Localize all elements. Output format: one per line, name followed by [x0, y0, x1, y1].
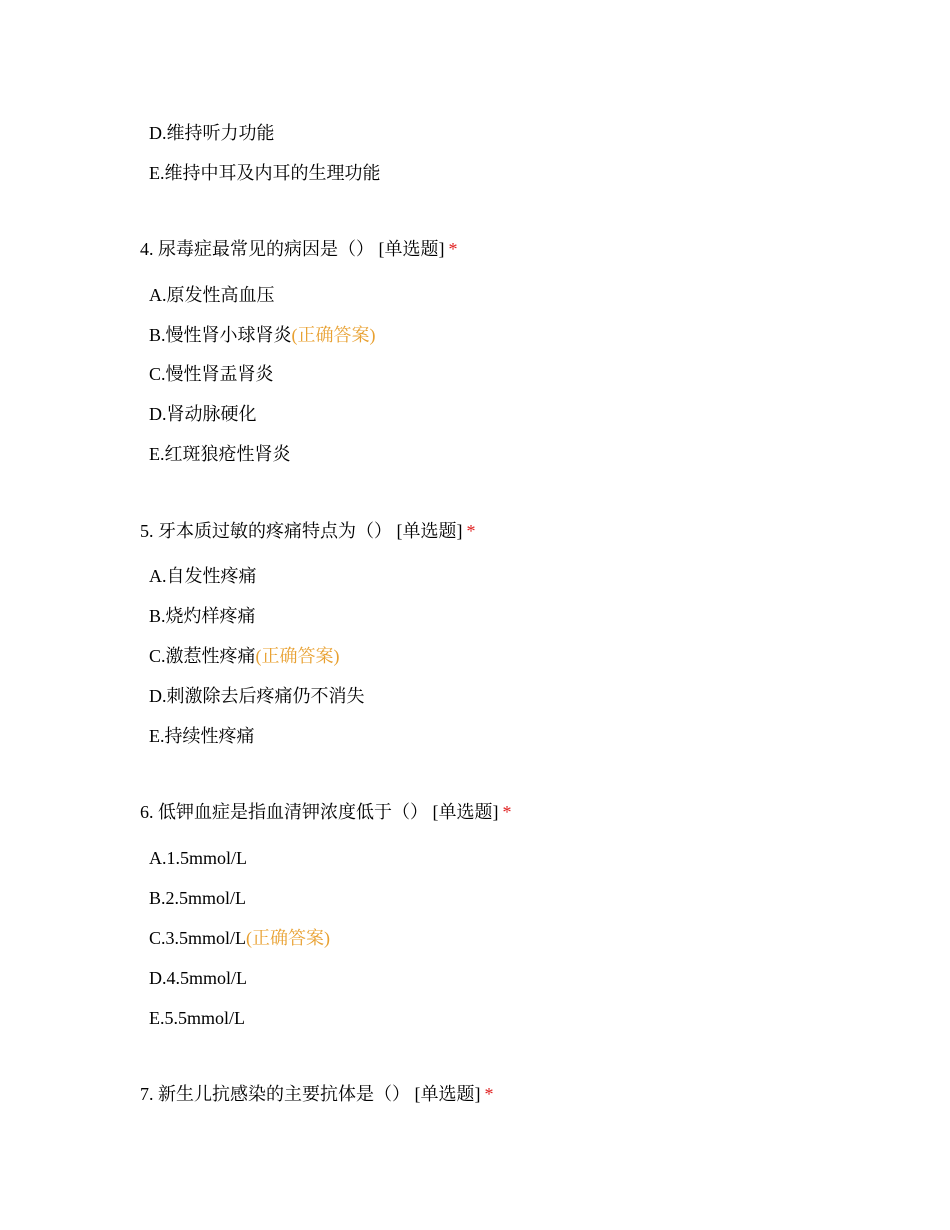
question-text: 5. 牙本质过敏的疼痛特点为（） [单选题] — [140, 521, 463, 541]
option-label: C.激惹性疼痛 — [149, 646, 256, 666]
option-q6-b — [149, 886, 246, 910]
option-label: E.维持中耳及内耳的生理功能 — [149, 163, 381, 183]
option-label: D.刺激除去后疼痛仍不消失 — [149, 686, 365, 706]
option-q4-a — [149, 283, 275, 307]
correct-answer-note: (正确答案) — [255, 646, 340, 666]
option-label: E.红斑狼疮性肾炎 — [149, 444, 291, 464]
option-label: C.慢性肾盂肾炎 — [149, 364, 274, 384]
option-q6-a — [149, 846, 247, 870]
option-label: E.持续性疼痛 — [149, 726, 255, 746]
option-label: B.烧灼样疼痛 — [149, 606, 256, 626]
option-q6-c — [149, 926, 330, 950]
option-label: D.肾动脉硬化 — [149, 404, 257, 424]
option-label: A.自发性疼痛 — [149, 566, 257, 586]
option-label: A.原发性高血压 — [149, 285, 275, 305]
option-q5-b — [149, 604, 256, 628]
option-q5-e — [149, 724, 255, 748]
option-q5-d — [149, 684, 365, 708]
question-5 — [140, 519, 476, 543]
required-mark: * — [502, 802, 512, 822]
option-label: C.3.5mmol/L — [149, 928, 247, 948]
question-text: 7. 新生儿抗感染的主要抗体是（） [单选题] — [140, 1084, 481, 1104]
option-label: B.慢性肾小球肾炎 — [149, 325, 292, 345]
option-q4-c — [149, 362, 274, 386]
option-q3-e — [149, 161, 381, 185]
question-6 — [140, 800, 512, 824]
option-label: D.维持听力功能 — [149, 123, 275, 143]
option-label: B.2.5mmol/L — [149, 888, 247, 908]
required-mark: * — [484, 1084, 494, 1104]
option-label: A.1.5mmol/L — [149, 848, 247, 868]
option-label: D.4.5mmol/L — [149, 968, 247, 988]
option-q4-b — [149, 323, 376, 347]
correct-answer-note: (正确答案) — [246, 928, 331, 948]
correct-answer-note: (正确答案) — [291, 325, 376, 345]
option-label: E.5.5mmol/L — [149, 1008, 245, 1028]
option-q4-e — [149, 442, 291, 466]
option-q3-d — [149, 121, 275, 145]
option-q5-a — [149, 564, 257, 588]
question-text: 4. 尿毒症最常见的病因是（） [单选题] — [140, 239, 445, 259]
required-mark: * — [448, 239, 458, 259]
option-q4-d — [149, 402, 257, 426]
option-q6-d — [149, 966, 247, 990]
option-q5-c — [149, 644, 340, 668]
question-7 — [140, 1082, 494, 1106]
required-mark: * — [466, 521, 476, 541]
question-text: 6. 低钾血症是指血清钾浓度低于（） [单选题] — [140, 802, 499, 822]
option-q6-e — [149, 1006, 245, 1030]
question-4 — [140, 237, 458, 261]
